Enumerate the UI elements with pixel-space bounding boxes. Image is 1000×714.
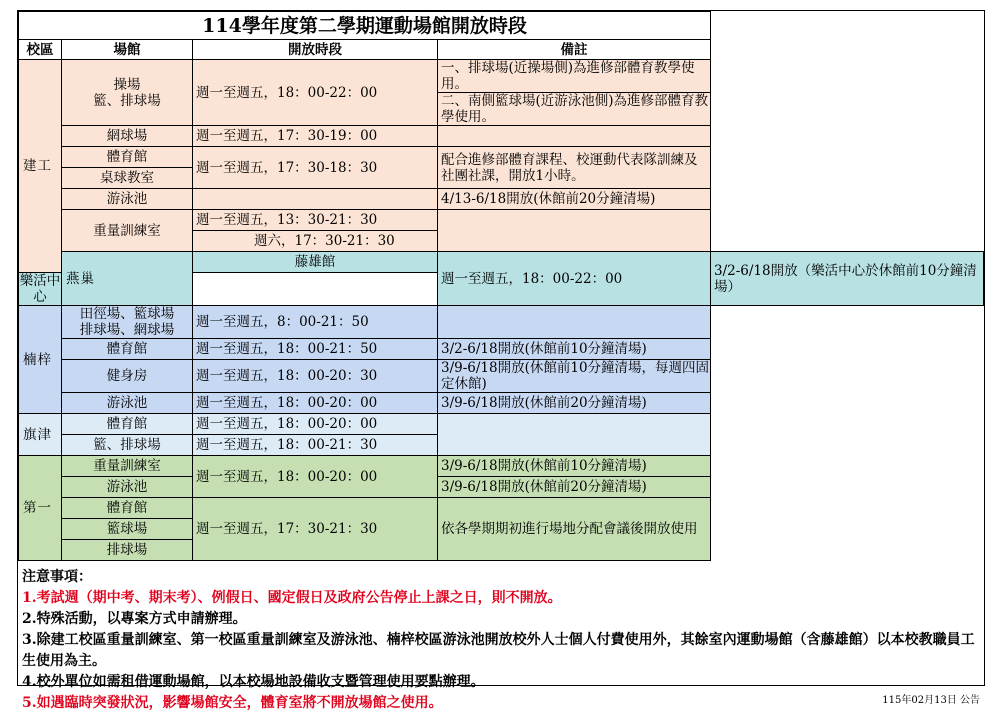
col-header-venue: 場館: [62, 40, 193, 60]
campus-jiangong: 建工: [19, 60, 62, 273]
notes-cell: 3/9-6/18開放(休館前20分鐘清場): [438, 393, 711, 414]
venue-cell: 桌球教室: [62, 168, 193, 189]
hours-cell: [193, 189, 438, 210]
venue-cell: 體育館: [62, 498, 193, 519]
hours-text: 週六，17：30-21：30: [254, 233, 395, 249]
table-row: [19, 210, 984, 231]
note-item: 5.如遇臨時突發狀況，影響場館安全，體育室將不開放場館之使用。: [22, 695, 443, 711]
venue-cell: 體育館: [62, 414, 193, 435]
hours-cell: 週一至週五，18：00-22：00: [438, 252, 711, 306]
notes-cell: 二、南側籃球場(近游泳池側)為進修部體育教學使用。: [438, 93, 711, 126]
venue-name: 操場: [113, 76, 141, 93]
hours-cell: 週一至週五，18：00-20：00: [193, 393, 438, 414]
table-row: [19, 252, 984, 273]
notes-cell: 配合進修部體育課程、校運動代表隊訓練及社團社課，開放1小時。: [438, 147, 711, 189]
hours-cell: 週一至週五，18：00-22：00: [193, 60, 438, 126]
venue-name: 排球場、網球場: [79, 322, 175, 338]
col-header-notes: 備註: [438, 40, 711, 60]
notes-cell: [438, 414, 711, 456]
venue-cell: 籃球場: [62, 519, 193, 540]
table-row: [19, 189, 984, 210]
page-title: 114學年度第二學期運動場館開放時段: [19, 12, 711, 40]
venue-cell: 藤雄館: [193, 252, 438, 273]
venue-cell: 重量訓練室: [62, 210, 193, 252]
table-row: [19, 498, 984, 519]
venue-cell: 健身房: [62, 360, 193, 393]
venue-cell: 網球場: [62, 126, 193, 147]
table-row: [19, 456, 984, 477]
venue-cell: 排球場: [62, 540, 193, 561]
table-row: [19, 60, 984, 93]
col-header-campus: 校區: [19, 40, 62, 60]
notes-cell: 3/9-6/18開放(休館前10分鐘清場): [438, 456, 711, 477]
hours-cell: [193, 231, 438, 252]
note-item: 4.校外單位如需租借運動場館，以本校場地設備收支暨管理使用要點辦理。: [22, 674, 485, 690]
venue-cell: 樂活中心: [19, 273, 61, 305]
hours-cell: 週一至週五，18：00-20：00: [193, 456, 438, 498]
venue-cell: 籃、排球場: [62, 435, 193, 456]
note-item: 3.除建工校區重量訓練室、第一校區重量訓練室及游泳池、楠梓校區游泳池開放校外人士個人付費使用外，其餘室內運動場館（含藤雄館）以本校教職員工生使用為主。: [22, 632, 975, 669]
notes-cell: 4/13-6/18開放(休館前20分鐘清場): [438, 189, 711, 210]
notes-cell: 3/2-6/18開放（樂活中心於休館前10分鐘清場）: [711, 252, 984, 306]
venue-cell: 體育館: [62, 339, 193, 360]
table-row: [19, 339, 984, 360]
venue-cell: [62, 60, 193, 126]
table-row: [19, 414, 984, 435]
hours-cell: 週一至週五，18：00-21：50: [193, 339, 438, 360]
hours-cell: 週一至週五，17：30-18：30: [193, 147, 438, 189]
notes-heading: 注意事項：: [22, 569, 92, 585]
venue-cell: [62, 306, 193, 339]
notes-cell: [438, 210, 711, 252]
campus-qijin: 旗津: [19, 414, 62, 456]
header-row: [19, 40, 984, 60]
publish-date: 115年02月13日 公告: [882, 695, 980, 706]
notes-cell: 3/2-6/18開放(休館前10分鐘清場): [438, 339, 711, 360]
notes-section: [18, 561, 984, 714]
col-header-hours: 開放時段: [193, 40, 438, 60]
notes-cell: 3/9-6/18開放(休館前10分鐘清場，每週四固定休館): [438, 360, 711, 393]
hours-cell: 週一至週五，18：00-20：30: [193, 360, 438, 393]
notes-cell: [438, 306, 711, 339]
venue-name: 田徑場、籃球場: [79, 306, 175, 322]
hours-cell: 週一至週五，18：00-20：00: [193, 414, 438, 435]
table-row: [19, 126, 984, 147]
table-row: [19, 393, 984, 414]
notes-cell: [438, 126, 711, 147]
venue-cell: 重量訓練室: [62, 456, 193, 477]
venue-cell: 游泳池: [62, 393, 193, 414]
hours-cell: 週一至週五，13：30-21：30: [193, 210, 438, 231]
campus-diyi: 第一: [19, 456, 62, 561]
table-row: [19, 360, 984, 393]
hours-cell: 週一至週五，17：30-21：30: [193, 498, 438, 561]
table-row: [19, 477, 984, 498]
schedule-table: [18, 11, 984, 561]
venue-cell: 游泳池: [62, 477, 193, 498]
venue-name: 籃、排球場: [93, 92, 161, 109]
table-row: [19, 147, 984, 168]
notes-cell: 3/9-6/18開放(休館前20分鐘清場): [438, 477, 711, 498]
venue-cell: 游泳池: [62, 189, 193, 210]
hours-cell: 週一至週五，17：30-19：00: [193, 126, 438, 147]
notes-cell: 一、排球場(近操場側)為進修部體育教學使用。: [438, 60, 711, 93]
hours-cell: 週一至週五，18：00-21：30: [193, 435, 438, 456]
note-item: 1.考試週（期中考、期末考）、例假日、國定假日及政府公告停止上課之日，則不開放。: [22, 590, 562, 606]
campus-yanchao: 燕巢: [62, 252, 193, 306]
venue-cell: 體育館: [62, 147, 193, 168]
note-item: 2.特殊活動，以專案方式申請辦理。: [22, 611, 247, 627]
campus-nanzi: 楠梓: [19, 306, 62, 414]
hours-cell: 週一至週五，8：00-21：50: [193, 306, 438, 339]
notes-cell: 依各學期期初進行場地分配會議後開放使用: [438, 498, 711, 561]
